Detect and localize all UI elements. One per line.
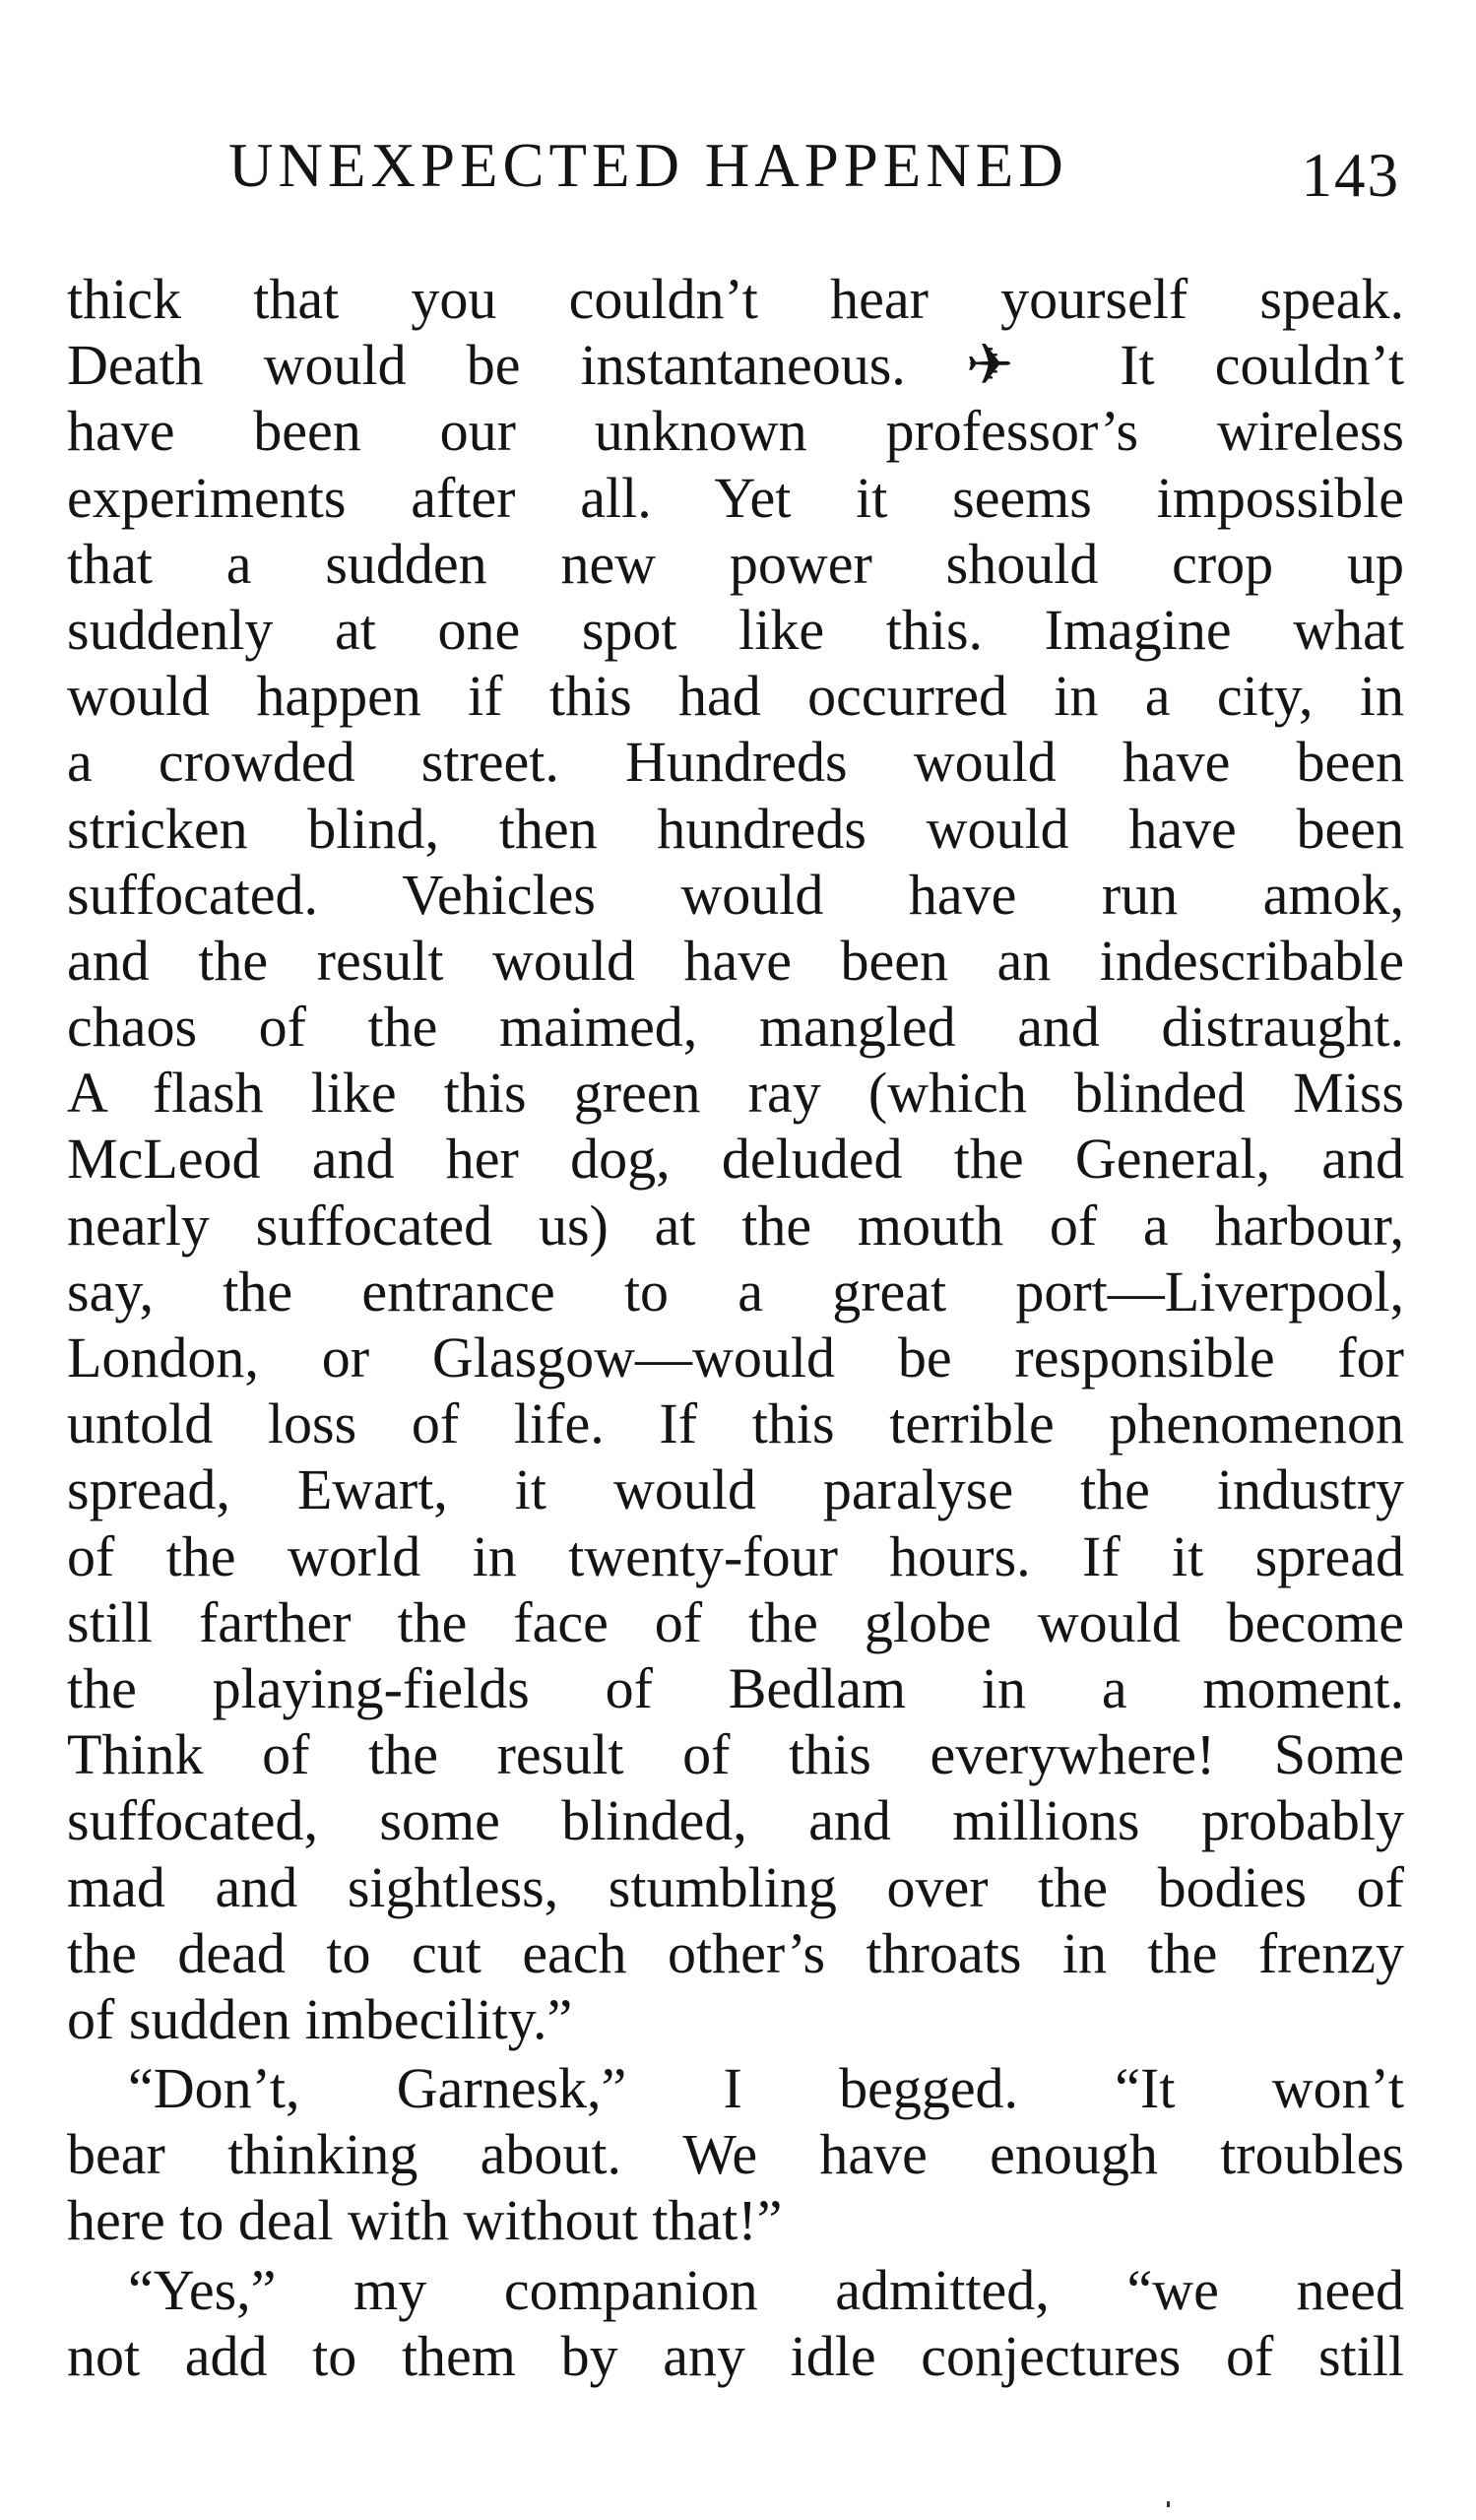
- body-text: [67, 266, 1404, 2389]
- text-line: “Don’t, Garnesk,” I begged. “It won’t: [128, 2056, 1404, 2121]
- text-line: mad and sightless, stumbling over the bodies of: [67, 1854, 1404, 1919]
- text-line: London, or Glasgow—would be responsible for: [67, 1325, 1404, 1389]
- text-line: experiments after all. Yet it seems impossible: [67, 465, 1404, 530]
- print-speck: [1167, 2501, 1170, 2507]
- text-line: the playing-fields of Bedlam in a moment.: [67, 1655, 1404, 1720]
- text-line: nearly suffocated us) at the mouth of a harbour,: [67, 1193, 1404, 1258]
- text-line: of the world in twenty-four hours. If it spread: [67, 1523, 1404, 1588]
- running-title: UNEXPECTED HAPPENED: [228, 131, 1068, 200]
- text-line: that a sudden new power should crop up: [67, 531, 1404, 596]
- page-number: 143: [1301, 141, 1400, 210]
- text-line: here to deal with without that!”: [67, 2188, 783, 2253]
- text-line: bear thinking about. We have enough troubles: [67, 2122, 1404, 2187]
- running-header: [228, 130, 1400, 219]
- text-line: suffocated. Vehicles would have run amok,: [67, 862, 1404, 927]
- text-line: thick that you couldn’t hear yourself speak.: [67, 267, 1404, 331]
- text-line: suffocated, some blinded, and millions probably: [67, 1788, 1404, 1853]
- text-line: McLeod and her dog, deluded the General, and: [67, 1127, 1404, 1192]
- text-line: a crowded street. Hundreds would have been: [67, 730, 1404, 795]
- text-line: Death would be instantaneous. ✈ It couldn’t: [67, 333, 1404, 398]
- text-line: untold loss of life. If this terrible phenomenon: [67, 1391, 1404, 1456]
- text-line: stricken blind, then hundreds would have been: [67, 796, 1404, 861]
- text-line: of sudden imbecility.”: [67, 1986, 573, 2051]
- text-line: suddenly at one spot like this. Imagine what: [67, 597, 1404, 662]
- text-line: the dead to cut each other’s throats in the frenzy: [67, 1920, 1404, 1985]
- text-line: say, the entrance to a great port—Liverpool,: [67, 1259, 1404, 1324]
- text-line: Think of the result of this everywhere! Some: [67, 1722, 1404, 1787]
- text-line: spread, Ewart, it would paralyse the industry: [67, 1457, 1404, 1522]
- text-line: A flash like this green ray (which blinded Miss: [67, 1061, 1404, 1126]
- text-line: not add to them by any idle conjectures of still: [67, 2323, 1404, 2388]
- text-line: would happen if this had occurred in a city, in: [67, 664, 1404, 729]
- text-line: have been our unknown professor’s wireless: [67, 399, 1404, 464]
- text-line: chaos of the maimed, mangled and distraught.: [67, 995, 1404, 1060]
- text-line: still farther the face of the globe would become: [67, 1589, 1404, 1654]
- text-line: and the result would have been an indescribable: [67, 928, 1404, 993]
- text-line: “Yes,” my companion admitted, “we need: [128, 2257, 1404, 2322]
